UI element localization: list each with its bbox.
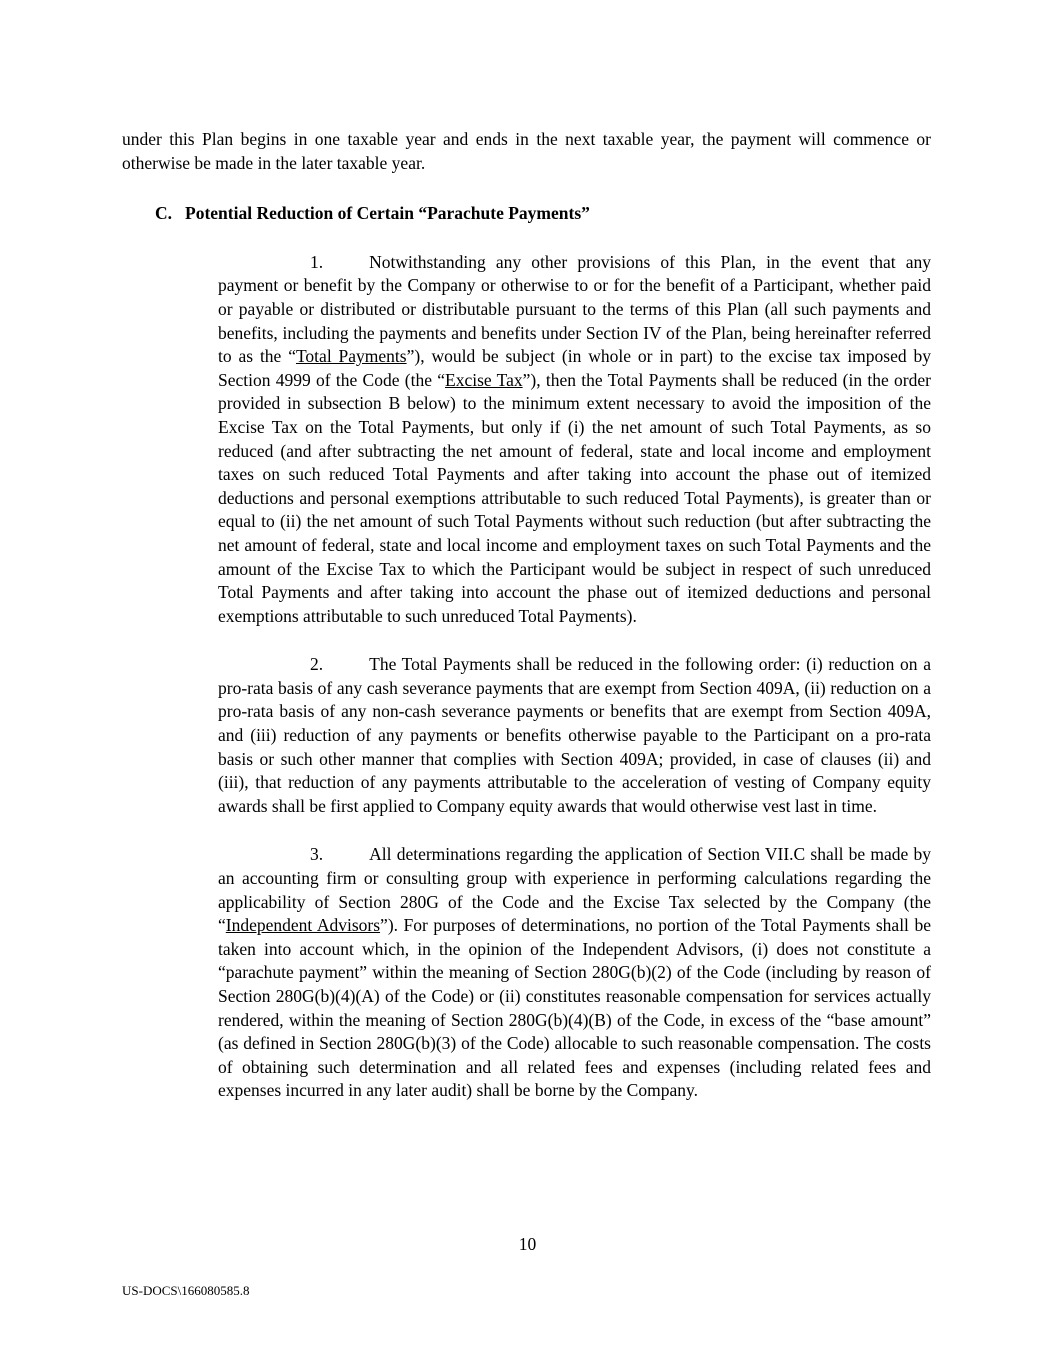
- section-heading: [155, 202, 931, 226]
- paragraph-number: 1.: [310, 251, 324, 272]
- text-segment: ”). For purposes of determinations, no portion of the Total Payments shall be taken into account which, in the opinion of the Independent Advisors, (i) does not constitute a “parachute payment” within the meaning of Section 280G(b)(2) of the Code (including by reason of Section 280G(b)(4)(A) of the Code) or (ii) constitutes reasonable compensation for services actually rendered, within the meaning of Section 280G(b)(4)(B) of the Code, in excess of the “base amount” (as defined in Section 280G(b)(3) of the Code) allocable to such reasonable compensation. The costs of obtaining such determination and all related fees and expenses (including related fees and expenses incurred in any later audit) shall be borne by the Company.: [218, 915, 931, 1101]
- text-segment: ”), would be subject (in whole or in part) to the excise tax imposed by Section 4999 of the Code (the “: [218, 346, 931, 390]
- paragraph-text: [218, 252, 931, 626]
- section-label: C.: [155, 203, 173, 224]
- defined-term: Independent Advisors: [225, 915, 381, 936]
- numbered-paragraph: [218, 843, 931, 1103]
- paragraph-text: [218, 844, 931, 1100]
- defined-term: Total Payments: [295, 346, 407, 367]
- intro-paragraph: under this Plan begins in one taxable year and ends in the next taxable year, the payment will commence or otherwise be made in the later taxable year.: [122, 129, 931, 173]
- section-title: Potential Reduction of Certain “Parachute Payments”: [185, 203, 590, 224]
- numbered-paragraph: [218, 653, 931, 818]
- numbered-paragraphs: [218, 251, 931, 1103]
- paragraph-number: 2.: [310, 654, 324, 675]
- document-body: [122, 128, 931, 1103]
- text-segment: The Total Payments shall be reduced in the following order: (i) reduction on a pro-rata basis of any cash severance payments that are exempt from Section 409A, (ii) reduction on a pro-rata basis of any non-cash severance payments or benefits that are exempt from Section 409A, and (iii) reduction of any payments or benefits otherwise payable to the Participant on a pro-rata basis or such other manner that complies with Section 409A; provided, in case of clauses (ii) and (iii), that reduction of any payments attributable to the acceleration of vesting of Company equity awards shall be first applied to Company equity awards that would otherwise vest last in time.: [218, 654, 931, 816]
- numbered-paragraph: [218, 251, 931, 629]
- text-segment: ”), then the Total Payments shall be reduced (in the order provided in subsection B below) to the minimum extent necessary to avoid the imposition of the Excise Tax on the Total Payments, but only if (i) the net amount of such Total Payments, as so reduced (and after subtracting the net amount of federal, state and local income and employment taxes on such reduced Total Payments and after taking into account the phase out of itemized deductions and personal exemptions attributable to such reduced Total Payments), is greater than or equal to (ii) the net amount of such Total Payments without such reduction (but after subtracting the net amount of federal, state and local income and employment taxes on such Total Payments and the amount of the Excise Tax to which the Participant would be subject in respect of such unreduced Total Payments and after taking into account the phase out of itemized deductions and personal exemptions attributable to such unreduced Total Payments).: [218, 369, 931, 626]
- page-number: 10: [518, 1234, 537, 1254]
- paragraph-number: 3.: [310, 844, 324, 865]
- footer-document-id: US-DOCS\166080585.8: [122, 1283, 250, 1298]
- text-segment: All determinations regarding the application of Section VII.C shall be made by an accounting firm or consulting group with experience in performing calculations regarding the applicability of Section 280G of the Code and the Excise Tax selected by the Company (the “: [218, 844, 931, 936]
- defined-term: Excise Tax: [445, 369, 523, 390]
- text-segment: Notwithstanding any other provisions of this Plan, in the event that any payment or benefit by the Company or otherwise to or for the benefit of a Participant, whether paid or payable or distributed or distributable pursuant to the terms of this Plan (all such payments and benefits, including the payments and benefits under Section IV of the Plan, being hereinafter referred to as the “: [218, 251, 931, 367]
- paragraph-text: [218, 654, 931, 816]
